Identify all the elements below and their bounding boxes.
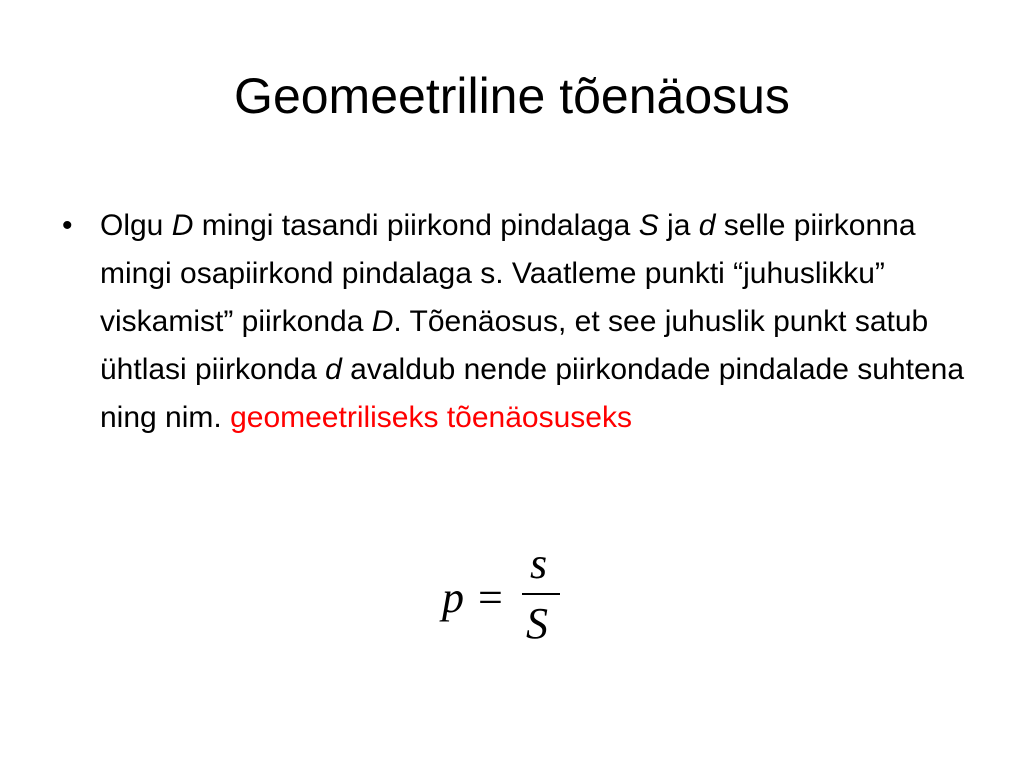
var-d: d	[698, 209, 716, 242]
var-D-2: D	[371, 305, 394, 338]
formula-denominator: S	[526, 599, 548, 648]
formula-lhs: p	[442, 573, 464, 622]
highlight-term: geomeetriliseks tõenäosuseks	[230, 401, 632, 434]
fraction-bar	[522, 593, 560, 595]
bullet-text-3: ja	[658, 209, 699, 242]
var-d-2: d	[325, 353, 342, 386]
var-D: D	[171, 209, 194, 242]
formula-numerator: s	[530, 539, 548, 588]
bullet-text-4: selle piirkonna mingi osapiirkond pindalaga s. Vaatleme punkti “juhuslikku” viskamist” piirkonda	[100, 209, 916, 338]
bullet-marker: •	[62, 209, 73, 242]
bullet-text-5: . Tõenäosus, et see juhuslik punkt satub ühtlasi piirkonda	[100, 305, 929, 386]
bullet-text-2: mingi tasandi piirkond pindalaga	[193, 209, 639, 242]
bullet-item	[62, 202, 972, 442]
bullet-text-1: Olgu	[100, 209, 172, 242]
slide-title: Geomeetriline tõenäosus	[234, 68, 790, 124]
slide-body	[62, 202, 972, 442]
bullet-text-6: avaldub nende piirkondade pindalade suhtena ning nim.	[100, 353, 965, 434]
formula-equals: =	[478, 573, 503, 622]
var-S: S	[638, 209, 659, 242]
probability-formula	[442, 539, 572, 656]
